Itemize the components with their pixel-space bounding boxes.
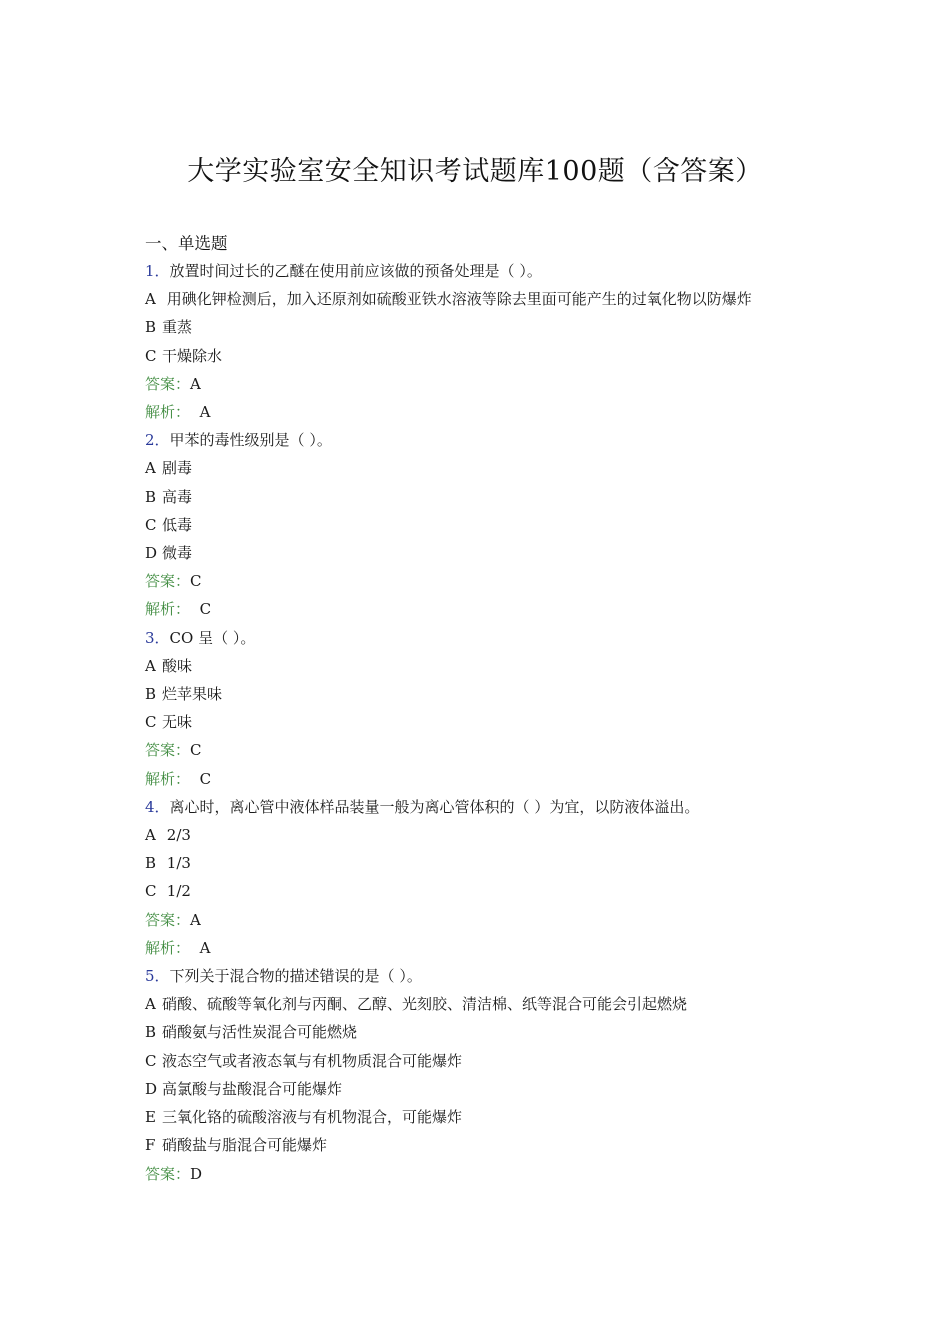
option-row <box>145 483 815 511</box>
option-row <box>145 1131 815 1159</box>
document-content <box>145 229 815 1188</box>
option-text: 酸味 <box>162 656 193 675</box>
analysis-row <box>145 765 815 793</box>
option-letter: A <box>145 995 156 1014</box>
option-row <box>145 454 815 482</box>
option-text: 硝酸盐与脂混合可能爆炸 <box>162 1136 328 1155</box>
option-row <box>145 652 815 680</box>
document-title: 大学实验室安全知识考试题库100题（含答案） <box>187 156 763 187</box>
option-text: 高氯酸与盐酸混合可能爆炸 <box>162 1079 343 1098</box>
option-row <box>145 680 815 708</box>
analysis-value: A <box>199 403 211 422</box>
answer-row <box>145 567 815 595</box>
answer-value: A <box>190 374 201 393</box>
question-number: 5． <box>145 967 170 986</box>
option-text: 干燥除水 <box>162 346 223 365</box>
option-letter: B <box>145 318 157 337</box>
option-letter: A <box>145 656 156 675</box>
question-3 <box>145 624 815 652</box>
option-text: 2/3 <box>166 826 191 845</box>
question-text: CO 呈（ ）。 <box>169 628 256 647</box>
analysis-label: 解析： <box>145 938 191 957</box>
option-text: 硝酸氨与活性炭混合可能燃烧 <box>162 1023 358 1042</box>
option-row <box>145 1103 815 1131</box>
answer-label: 答案： <box>145 572 191 591</box>
analysis-row <box>145 398 815 426</box>
option-letter: B <box>145 854 157 873</box>
option-letter: B <box>145 1023 157 1042</box>
option-row <box>145 511 815 539</box>
option-row <box>145 342 815 370</box>
answer-label: 答案： <box>145 741 191 760</box>
option-row <box>145 877 815 905</box>
question-number: 1． <box>145 262 170 280</box>
answer-value: A <box>190 910 201 929</box>
analysis-value: A <box>199 938 211 957</box>
option-text: 高毒 <box>162 487 193 506</box>
analysis-value: C <box>199 600 212 619</box>
option-letter: B <box>145 685 157 704</box>
option-letter: A <box>145 826 156 845</box>
answer-row <box>145 906 815 934</box>
option-text: 剧毒 <box>162 459 193 478</box>
question-number: 2． <box>145 431 170 450</box>
answer-label: 答案： <box>145 374 191 393</box>
option-text: 微毒 <box>162 544 193 563</box>
option-letter: C <box>145 515 157 534</box>
answer-row <box>145 370 815 398</box>
question-1 <box>145 257 815 285</box>
question-2 <box>145 426 815 454</box>
option-row <box>145 708 815 736</box>
option-text: 三氧化铬的硫酸溶液与有机物混合，可能爆炸 <box>162 1108 463 1127</box>
answer-row <box>145 736 815 764</box>
option-text: 液态空气或者液态氧与有机物质混合可能爆炸 <box>162 1051 463 1070</box>
answer-value: C <box>190 572 202 591</box>
analysis-value: C <box>199 769 212 788</box>
option-letter: B <box>145 487 157 506</box>
option-letter: D <box>145 544 158 563</box>
analysis-label: 解析： <box>145 600 191 619</box>
option-letter: A <box>145 290 156 309</box>
question-number: 3． <box>145 628 170 647</box>
option-letter: D <box>145 1079 158 1098</box>
answer-value: C <box>190 741 202 760</box>
question-4 <box>145 793 815 821</box>
analysis-label: 解析： <box>145 769 191 788</box>
analysis-label: 解析： <box>145 403 191 422</box>
option-text: 重蒸 <box>162 318 193 337</box>
answer-row <box>145 1160 815 1188</box>
question-text: 放置时间过长的乙醚在使用前应该做的预备处理是（ ）。 <box>169 262 542 280</box>
option-letter: C <box>145 882 157 901</box>
option-row <box>145 285 815 313</box>
question-number: 4． <box>145 797 170 816</box>
option-letter: E <box>145 1108 156 1127</box>
answer-label: 答案： <box>145 910 191 929</box>
option-row <box>145 1075 815 1103</box>
option-letter: C <box>145 346 157 365</box>
option-text: 用碘化钾检测后，加入还原剂如硫酸亚铁水溶液等除去里面可能产生的过氧化物以防爆炸 <box>166 290 752 309</box>
question-text: 甲苯的毒性级别是（ ）。 <box>169 431 332 450</box>
question-text: 离心时，离心管中液体样品装量一般为离心管体积的（ ）为宜，以防液体溢出。 <box>169 797 700 816</box>
answer-label: 答案： <box>145 1164 191 1183</box>
option-row <box>145 539 815 567</box>
option-letter: F <box>145 1136 156 1155</box>
section-heading: 一、单选题 <box>145 234 228 253</box>
option-text: 硝酸、硫酸等氧化剂与丙酮、乙醇、光刻胶、清洁棉、纸等混合可能会引起燃烧 <box>162 995 688 1014</box>
option-row <box>145 821 815 849</box>
question-text: 下列关于混合物的描述错误的是（ ）。 <box>169 967 422 986</box>
answer-value: D <box>190 1164 203 1183</box>
option-row <box>145 313 815 341</box>
analysis-row <box>145 595 815 623</box>
option-text: 1/3 <box>166 854 191 873</box>
option-row <box>145 1047 815 1075</box>
analysis-row <box>145 934 815 962</box>
option-letter: A <box>145 459 156 478</box>
option-letter: C <box>145 713 157 732</box>
option-text: 低毒 <box>162 515 193 534</box>
option-text: 无味 <box>162 713 193 732</box>
option-text: 1/2 <box>166 882 191 901</box>
option-row <box>145 990 815 1018</box>
question-5 <box>145 962 815 990</box>
option-letter: C <box>145 1051 157 1070</box>
option-row <box>145 849 815 877</box>
option-text: 烂苹果味 <box>162 685 223 704</box>
option-row <box>145 1018 815 1046</box>
